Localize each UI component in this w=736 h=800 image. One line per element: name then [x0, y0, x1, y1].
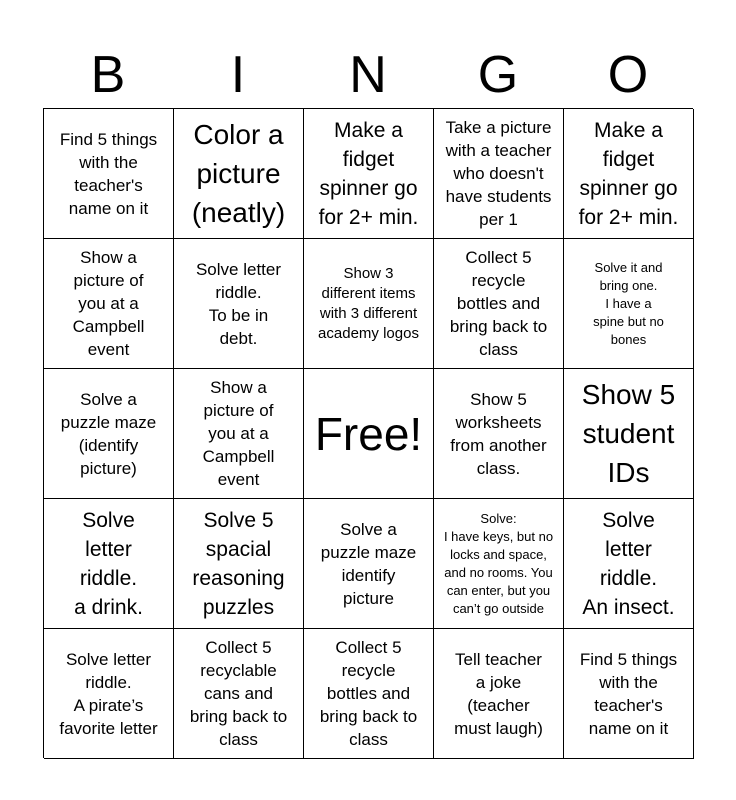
bingo-cell — [564, 499, 694, 629]
cell-text: Tell teacher a joke (teacher must laugh) — [454, 649, 543, 738]
cell-text: Collect 5 recycle bottles and bring back to class — [319, 638, 418, 749]
cell-text: Solve letter riddle. a drink. — [74, 508, 143, 619]
cell-text: Find 5 things with the teacher's name on it — [59, 129, 158, 218]
cell-text: Show a picture of you at a Campbell event — [72, 248, 145, 359]
cell-text: Make a fidget spinner go for 2+ min. — [578, 118, 679, 229]
cell-text: Solve letter riddle. A pirate’s favorite letter — [59, 649, 158, 738]
bingo-cell — [304, 109, 434, 239]
bingo-cell-free — [304, 369, 434, 499]
header-letter-i: I — [230, 46, 246, 104]
bingo-cell — [304, 499, 434, 629]
bingo-cell — [174, 109, 304, 239]
bingo-cell — [44, 629, 174, 759]
cell-text: Solve it and bring one. I have a spine but no bones — [593, 259, 664, 347]
free-space-text: Free! — [314, 407, 423, 460]
bingo-header — [43, 44, 693, 106]
cell-text: Solve a puzzle maze identify picture — [320, 519, 417, 608]
cell-text: Solve letter riddle. To be in debt. — [195, 259, 282, 348]
cell-text: Take a picture with a teacher who doesn't have students per 1 — [445, 118, 552, 229]
header-letter-b: B — [90, 46, 126, 104]
cell-text: Show 5 worksheets from another class. — [450, 389, 547, 478]
bingo-cell — [174, 499, 304, 629]
cell-text: Make a fidget spinner go for 2+ min. — [318, 118, 419, 229]
bingo-cell — [564, 369, 694, 499]
bingo-cell — [174, 239, 304, 369]
cell-text: Solve letter riddle. An insect. — [582, 508, 675, 619]
bingo-cell — [564, 239, 694, 369]
cell-text: Show a picture of you at a Campbell event — [202, 378, 275, 489]
cell-text: Show 5 student IDs — [581, 379, 676, 488]
bingo-cell — [174, 369, 304, 499]
header-letter-o: O — [607, 46, 649, 104]
cell-text: Solve 5 spacial reasoning puzzles — [192, 508, 285, 619]
bingo-cell — [434, 369, 564, 499]
bingo-cell — [44, 369, 174, 499]
header-letter-n: N — [349, 46, 387, 104]
cell-text: Solve: I have keys, but no locks and space, and no rooms. You can enter, but you can’t go outside — [443, 510, 554, 616]
cell-text: Collect 5 recycle bottles and bring back to class — [449, 248, 548, 359]
bingo-grid — [43, 108, 693, 758]
bingo-cell — [44, 109, 174, 239]
bingo-cell — [44, 239, 174, 369]
cell-text: Find 5 things with the teacher's name on it — [579, 649, 678, 738]
bingo-cell — [304, 629, 434, 759]
bingo-cell — [434, 629, 564, 759]
bingo-cell — [564, 109, 694, 239]
cell-text: Color a picture (neatly) — [191, 119, 286, 228]
header-letter-g: G — [477, 46, 519, 104]
bingo-cell — [304, 239, 434, 369]
bingo-cell — [434, 109, 564, 239]
cell-text: Show 3 different items with 3 different academy logos — [318, 264, 419, 342]
bingo-cell — [434, 499, 564, 629]
bingo-cell — [564, 629, 694, 759]
cell-text: Collect 5 recyclable cans and bring back to class — [189, 638, 288, 749]
cell-text: Solve a puzzle maze (identify picture) — [60, 389, 157, 478]
bingo-cell — [44, 499, 174, 629]
bingo-cell — [174, 629, 304, 759]
bingo-cell — [434, 239, 564, 369]
